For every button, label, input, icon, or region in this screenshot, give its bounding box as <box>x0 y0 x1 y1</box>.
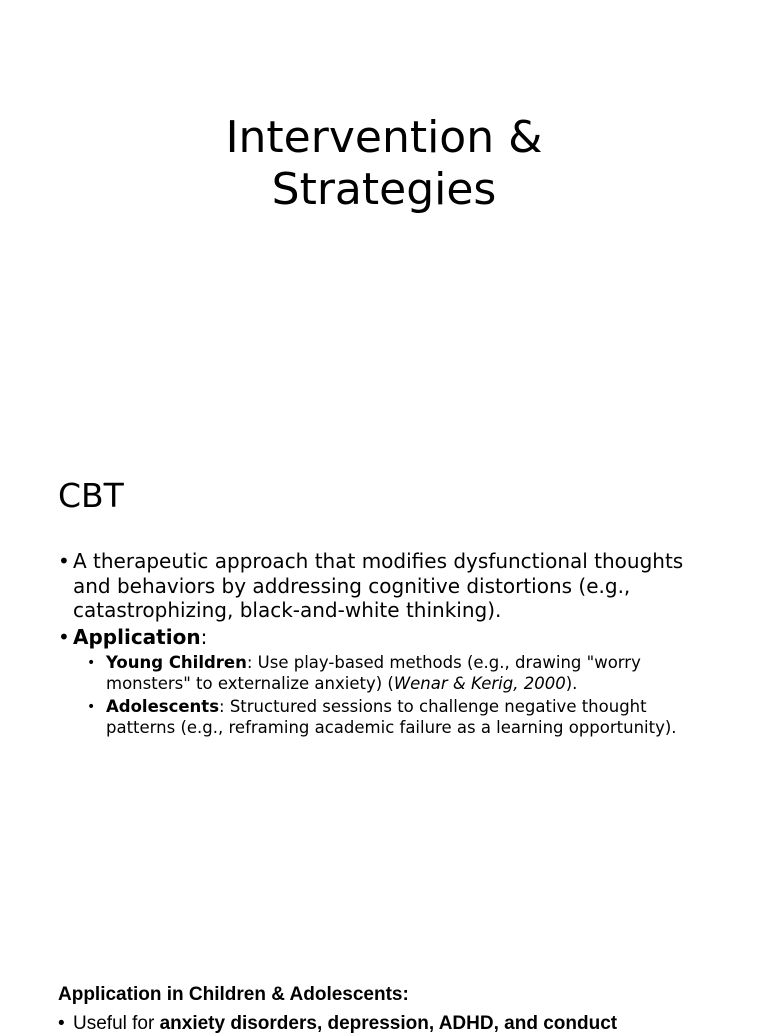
application-colon: : <box>200 624 208 649</box>
young-children-label: Young Children <box>106 653 247 672</box>
definition-text: A therapeutic approach that modifies dysfunctional thoughts and behaviors by addressing cognitive distortions (e.g., catastrophizing, black-and-white thinking). <box>73 549 684 622</box>
definition-bullet <box>58 549 718 623</box>
adolescents-text: : Structured sessions to challenge negative thought patterns (e.g., reframing academic failure as a learning opportunity). <box>106 697 677 738</box>
slide-title-line-1: Intervention & <box>225 112 543 163</box>
next-slide-bullet-prefix: Useful for <box>73 1013 160 1034</box>
next-slide-bullet <box>58 1012 768 1036</box>
cbt-bullet-list <box>58 549 718 739</box>
sub-bullet-young-children <box>73 653 718 694</box>
application-bullet <box>58 625 718 739</box>
sub-bullet-adolescents <box>73 697 718 738</box>
next-slide-heading: Application in Children & Adolescents: <box>58 984 409 1005</box>
young-children-text: : Use play-based methods (e.g., drawing "worry monsters" to externalize anxiety) ( <box>106 653 641 693</box>
slide-title-line-2: Strategies <box>271 164 497 215</box>
next-slide-bullet-bold: anxiety disorders, depression, ADHD, and conduct <box>159 1013 618 1034</box>
young-children-text-end: ). <box>565 673 578 693</box>
cbt-heading: CBT <box>58 476 124 515</box>
application-label: Application <box>73 624 201 649</box>
slide-title <box>0 112 768 216</box>
adolescents-label: Adolescents <box>106 697 220 717</box>
application-sub-list <box>73 653 718 739</box>
young-children-citation: Wenar & Kerig, 2000 <box>393 673 566 693</box>
